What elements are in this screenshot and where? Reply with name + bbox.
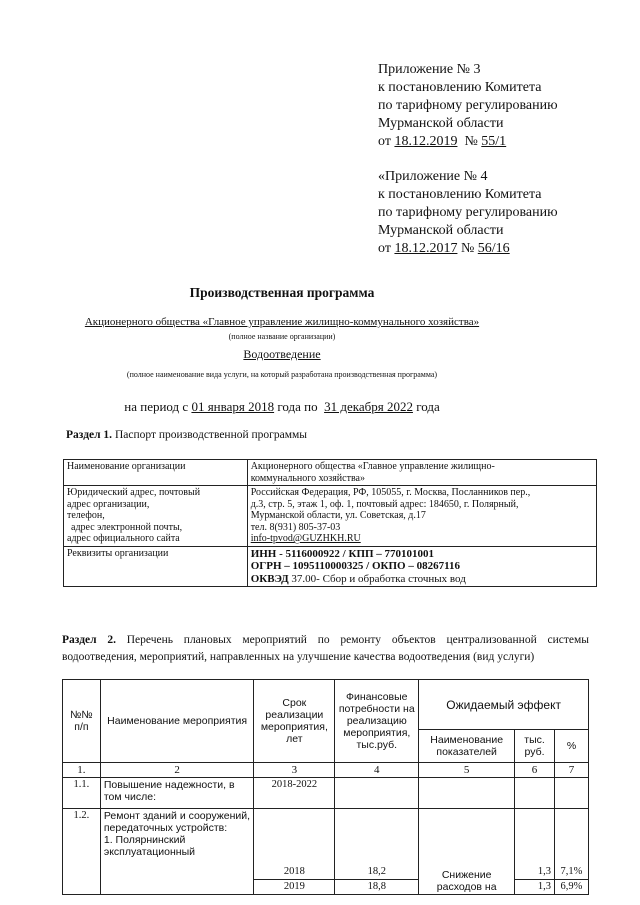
appendix-4-line2: к постановлению Комитета [378,187,542,202]
period-from: 01 января 2018 [191,399,275,414]
appendix-4-number: 56/16 [477,241,510,256]
passport-value: ИНН - 5116000922 / КПП – 770101001 ОГРН – 1095110000325 / ОКПО – 08267116 ОКВЭД 37.00- Сбор и обработка сточных вод [247,546,596,587]
page-title: Производственная программа [189,285,375,300]
appendix-4-line4: Мурманской области [378,223,504,238]
appendix-3-date-line: от 18.12.2019 № 55/1 [378,134,507,149]
passport-value: Российская Федерация, РФ, 105055, г. Москва, Посланников пер., д.3, стр. 5, этаж 1, оф. 1, почтовый адрес: 184650, г. Полярный, Мурманской области, ул. Советская, д.17 тел. 8(931) 805-37-03 info-tpvod@GUZHKH.RU [247,486,596,547]
table-row: 1.2. Ремонт зданий и сооружений, передаточных устройств: 1. Полярнинский эксплуатационный 2018 18,2 Снижение расходов на 1,3 7,1% [63,809,589,880]
header-name: Наименование мероприятия [100,680,254,763]
section-2-heading: Раздел 2. Перечень плановых мероприятий по ремонту объектов централизованной системы водоотведения, мероприятий, направленных на улучшение качества водоотведения (вид услуги) [62,634,589,663]
period-to: 31 декабря 2022 [324,399,413,414]
passport-key: Наименование организации [64,460,248,486]
appendix-4-line1: «Приложение № 4 [378,169,488,184]
appendix-4-date: 18.12.2017 [394,241,458,256]
measures-table [62,679,589,895]
table-row [64,460,597,486]
appendix-3-date: 18.12.2019 [394,134,458,149]
passport-table [63,459,597,587]
appendix-3-line4: Мурманской области [378,116,504,131]
org-caption: (полное название организации) [228,332,336,341]
appendix-4-date-line: от 18.12.2017 № 56/16 [378,241,510,256]
section-1-heading: Раздел 1. Паспорт производственной программы [66,429,308,441]
header-effect: Ожидаемый эффект [419,680,589,730]
passport-key: Юридический адрес, почтовый адрес организации, телефон, адрес электронной почты, адрес официального сайта [64,486,248,547]
appendix-3-line1: Приложение № 3 [378,62,481,77]
passport-key: Реквизиты организации [64,546,248,587]
header-num: №№ п/п [63,680,101,763]
appendix-3-line3: по тарифному регулированию [378,98,558,113]
header-rub: тыс. руб. [515,730,555,763]
service-caption: (полное наименование вида услуги, на который разработана производственная программа) [126,370,438,379]
header-pct: % [554,730,588,763]
header-indicators: Наименование показателей [419,730,515,763]
table-row: 1.1. Повышение надежности, в том числе: 2018-2022 [63,778,589,809]
passport-value: Акционерного общества «Главное управление жилищно- коммунального хозяйства» [247,460,596,486]
appendix-3-line2: к постановлению Комитета [378,80,542,95]
appendix-4-block [378,168,558,258]
header-fin: Финансовые потребности на реализацию мероприятия, тыс.руб. [335,680,419,763]
table-row [64,486,597,547]
table-row: 2019 18,8 1,3 6,9% [63,880,589,895]
header-term: Срок реализации мероприятия, лет [254,680,335,763]
period-line: на период с 01 января 2018 года по 31 декабря 2022 года [124,399,440,414]
email-link[interactable]: info-tpvod@GUZHKH.RU [250,533,361,544]
service-name: Водоотведение [243,347,321,361]
org-name: Акционерного общества «Главное управление жилищно-коммунального хозяйства» [84,316,480,328]
appendix-4-line3: по тарифному регулированию [378,205,558,220]
appendix-3-block [378,61,558,151]
appendix-3-number: 55/1 [481,134,507,149]
column-numbers-row: 1. 2 3 4 5 6 7 [63,763,589,778]
table-header-row [63,680,589,730]
table-row [64,546,597,587]
